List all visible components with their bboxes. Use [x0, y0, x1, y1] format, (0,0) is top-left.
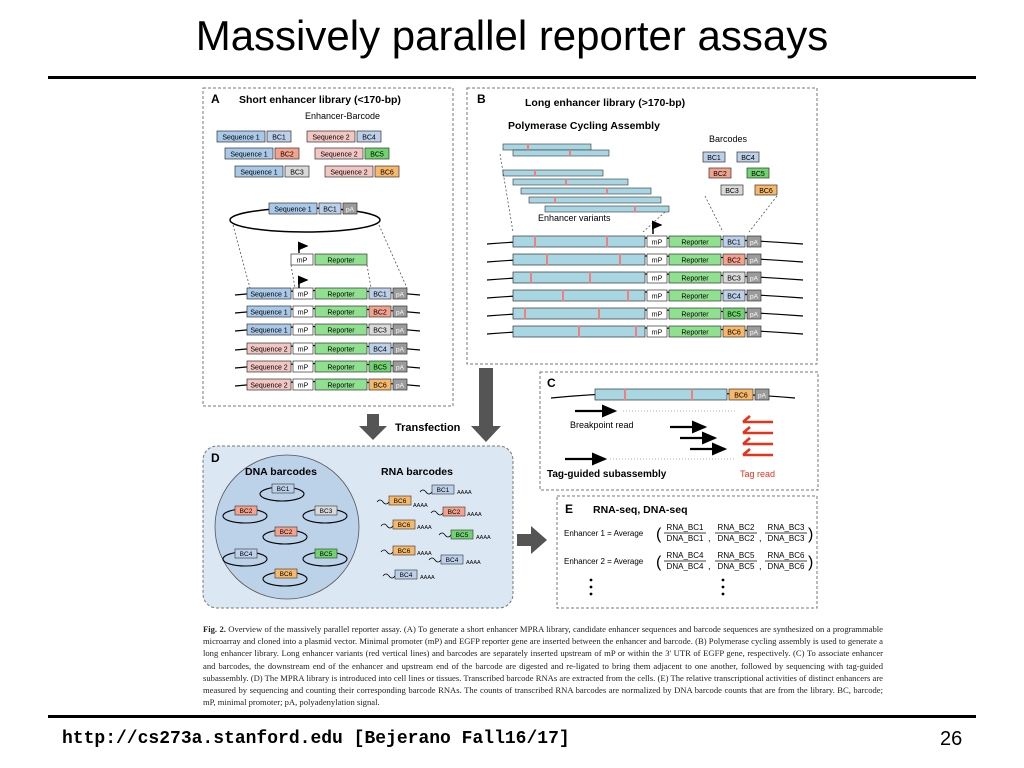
- row-reporter-label: Reporter: [681, 311, 709, 319]
- row-pa-label: pA: [396, 309, 404, 317]
- e2-num: RNA_BC6: [767, 551, 805, 560]
- row-pa-label: pA: [396, 382, 404, 390]
- rna-bc-label: BC4: [445, 557, 459, 564]
- row-reporter-label: Reporter: [681, 293, 709, 301]
- pair-seq-label: Sequence 1: [222, 134, 260, 142]
- pair-bc-label: BC6: [380, 169, 394, 177]
- paren-close: ): [808, 526, 814, 543]
- e1-den: DNA_BC3: [767, 534, 805, 543]
- pair-list: [217, 131, 399, 177]
- variants-label: Enhancer variants: [538, 213, 611, 223]
- row-seq-label: Sequence 1: [250, 309, 288, 317]
- long-construct-row: [487, 308, 803, 319]
- row-pa-label: pA: [750, 311, 758, 319]
- row-mp-label: mP: [297, 309, 309, 317]
- polya-label: AAAA: [417, 551, 432, 557]
- e1-num: RNA_BC2: [717, 523, 755, 532]
- dna-bc-label: BC5: [319, 551, 333, 558]
- arrow-down-icon: [359, 414, 387, 440]
- pair-seq-label: Sequence 1: [240, 169, 278, 177]
- insert-mp-label: mP: [296, 257, 308, 265]
- row-bc-label: BC6: [373, 382, 387, 390]
- rna-bc-label: BC6: [393, 498, 407, 505]
- polya-label: AAAA: [413, 503, 428, 509]
- row-pa-label: pA: [396, 291, 404, 299]
- enhancer1-label: Enhancer 1 = Average: [564, 529, 644, 538]
- row-seq-label: Sequence 2: [250, 346, 288, 354]
- row-mp-label: mP: [651, 311, 663, 319]
- row-seq-label: Sequence 1: [250, 327, 288, 335]
- panel-b: [467, 88, 817, 364]
- panel-a-title: Short enhancer library (<170-bp): [239, 94, 401, 106]
- row-pa-label: pA: [750, 275, 758, 283]
- row-reporter-label: Reporter: [681, 329, 709, 337]
- panel-d: [203, 446, 513, 608]
- barcode-label: BC5: [751, 171, 765, 178]
- ellipsis-dots: [590, 579, 725, 596]
- row-pa-label: pA: [750, 329, 758, 337]
- row-mp-label: mP: [651, 329, 663, 337]
- row-reporter-label: Reporter: [327, 364, 355, 372]
- pair-seq2-bc6: [325, 166, 399, 177]
- c-pa-label: pA: [758, 392, 766, 400]
- construct-row: [235, 288, 420, 299]
- panel-e-letter: E: [565, 502, 574, 516]
- dna-bc-label: BC4: [239, 551, 253, 558]
- tag-guided-label: Tag-guided subassembly: [547, 469, 667, 480]
- panel-b-subtitle: Polymerase Cycling Assembly: [508, 120, 660, 132]
- tag-read-arrows: [743, 416, 773, 455]
- rna-barcodes-label: RNA barcodes: [381, 466, 453, 478]
- long-construct-row: [487, 236, 803, 247]
- mpra-figure: [195, 82, 825, 617]
- pair-seq-label: Sequence 2: [330, 169, 368, 177]
- row-mp-label: mP: [297, 382, 309, 390]
- panel-a: [203, 88, 453, 406]
- dna-bc-label: BC2: [239, 508, 253, 515]
- long-construct-row: [487, 272, 803, 283]
- barcode-label: BC6: [759, 188, 773, 195]
- barcode-label: BC1: [707, 155, 721, 162]
- pair-seq-label: Sequence 2: [320, 151, 358, 159]
- pair-seq1-bc1: [217, 131, 291, 142]
- barcode-label: BC2: [713, 171, 727, 178]
- comma: ,: [708, 561, 711, 571]
- row-mp-label: mP: [297, 327, 309, 335]
- row-bc-label: BC3: [727, 275, 741, 283]
- comma: ,: [708, 533, 711, 543]
- row-reporter-label: Reporter: [681, 239, 709, 247]
- dna-bc-label: BC2: [279, 529, 293, 536]
- panel-a-letter: A: [211, 92, 220, 106]
- transfection-label: Transfection: [395, 422, 461, 434]
- long-construct-row: [487, 290, 803, 301]
- row-pa-label: pA: [396, 364, 404, 372]
- e2-term: [664, 551, 706, 571]
- page-number: 26: [940, 728, 963, 750]
- construct-row: [235, 361, 420, 372]
- comma: ,: [759, 533, 762, 543]
- panel-c-letter: C: [547, 376, 556, 390]
- dna-bc-label: BC3: [319, 508, 333, 515]
- row-bc-label: BC6: [727, 329, 741, 337]
- row-bc-label: BC4: [727, 293, 741, 301]
- dna-barcodes-label: DNA barcodes: [245, 466, 317, 478]
- row-mp-label: mP: [651, 239, 663, 247]
- insert-reporter-label: Reporter: [327, 257, 355, 265]
- e2-den: DNA_BC4: [666, 562, 704, 571]
- panel-b-title: Long enhancer library (>170-bp): [525, 97, 686, 109]
- dna-bc-label: BC1: [276, 486, 290, 493]
- selected-pa-label: pA: [346, 206, 354, 214]
- comma: ,: [759, 561, 762, 571]
- e2-term: [765, 551, 807, 571]
- caption-text: Overview of the massively parallel reporter assay. (A) To generate a short enhancer MPRA library, candidate enhancer sequences and barcode sequences are synthesized on a programmable microarray and cloned into a plasmid vector. Minimal promoter (mP) and EGFP reporter gene are inserted between the enhancer and barcode. (B) Polymerase cycling assembly is used to generate a long enhancer library. Long enhancer variants (red vertical lines) and barcodes are separately inserted upstream of mP or within the 3' UTR of EGFP gene, respectively. (C) To associate enhancer and barcodes, the downstream end of the enhancer and upstream end of the barcode are digested and re-ligated to bring them adjacent to one another, followed by sequencing with tag-guided subassembly. (D) The MPRA library is introduced into cell lines or tissues. Transcribed barcode RNAs are extracted from the cells. (E) The relative transcriptional activities of distinct enhancers are measured by sequencing and counting their corresponding barcode RNAs. The counts of transcribed RNA barcodes are normalized by DNA barcode counts that are from the library. BC, barcode; mP, minimal promoter; pA, polyadenylation signal.: [203, 624, 883, 708]
- e2-den: DNA_BC5: [717, 562, 755, 571]
- row-mp-label: mP: [297, 364, 309, 372]
- row-bc-label: BC5: [727, 311, 741, 319]
- figure-caption: [203, 623, 883, 708]
- pair-seq1-bc2: [225, 148, 299, 159]
- e2-term: [715, 551, 757, 571]
- paren-open: (: [656, 526, 662, 543]
- rna-bc-label: BC6: [397, 522, 411, 529]
- panel-e-title: RNA-seq, DNA-seq: [593, 504, 688, 516]
- row-seq-label: Sequence 2: [250, 364, 288, 372]
- e1-num: RNA_BC1: [666, 523, 704, 532]
- breakpoint-read-label: Breakpoint read: [570, 420, 634, 430]
- arrow-right-icon: [517, 526, 547, 554]
- pca-oligos: [503, 144, 669, 212]
- row-bc-label: BC4: [373, 346, 387, 354]
- construct-row: [235, 306, 420, 317]
- pair-seq-label: Sequence 2: [312, 134, 350, 142]
- polya-label: AAAA: [476, 535, 491, 541]
- polya-label: AAAA: [466, 560, 481, 566]
- enhancer2-label: Enhancer 2 = Average: [564, 557, 644, 566]
- e1-den: DNA_BC1: [666, 534, 704, 543]
- selected-seq-label: Sequence 1: [274, 206, 312, 214]
- paren-open: (: [656, 554, 662, 571]
- e1-num: RNA_BC3: [767, 523, 805, 532]
- dna-bc-label: BC6: [279, 571, 293, 578]
- row-reporter-label: Reporter: [327, 309, 355, 317]
- row-mp-label: mP: [297, 346, 309, 354]
- pair-bc-label: BC4: [362, 134, 376, 142]
- row-bc-label: BC2: [373, 309, 387, 317]
- construct-row: [235, 324, 420, 335]
- footer-rule: [48, 715, 976, 718]
- barcode-grid: [703, 152, 777, 195]
- tag-read-label: Tag read: [740, 469, 776, 479]
- footer-url: http://cs273a.stanford.edu [Bejerano Fall16/17]: [62, 729, 570, 749]
- polya-label: AAAA: [420, 575, 435, 581]
- row-bc-label: BC5: [373, 364, 387, 372]
- slide-title: Massively parallel reporter assays: [195, 12, 829, 59]
- paren-close: ): [808, 554, 814, 571]
- construct-row: [235, 343, 420, 354]
- long-construct-row: [487, 254, 803, 265]
- pair-seq2-bc4: [307, 131, 381, 142]
- construct-row: [235, 379, 420, 390]
- row-reporter-label: Reporter: [327, 291, 355, 299]
- row-reporter-label: Reporter: [327, 327, 355, 335]
- long-construct-row: [487, 326, 803, 337]
- panel-a-subtitle: Enhancer-Barcode: [305, 111, 381, 121]
- e2-num: RNA_BC4: [666, 551, 704, 560]
- barcode-label: BC4: [741, 155, 755, 162]
- pair-seq1-bc3: [235, 166, 309, 177]
- construct-rows-a: [235, 288, 420, 390]
- panel-c: [540, 372, 818, 490]
- construct-rows-b: [487, 236, 803, 337]
- row-mp-label: mP: [651, 293, 663, 301]
- e2-num: RNA_BC5: [717, 551, 755, 560]
- pair-bc-label: BC2: [280, 151, 294, 159]
- panel-e: [557, 496, 817, 608]
- row-reporter-label: Reporter: [327, 382, 355, 390]
- selected-bc-label: BC1: [323, 206, 337, 214]
- row-pa-label: pA: [396, 346, 404, 354]
- row-pa-label: pA: [750, 257, 758, 265]
- rna-bc-label: BC6: [397, 548, 411, 555]
- barcodes-label: Barcodes: [709, 134, 748, 144]
- e1-den: DNA_BC2: [717, 534, 755, 543]
- caption-label: Fig. 2.: [203, 624, 226, 634]
- row-reporter-label: Reporter: [681, 257, 709, 265]
- row-pa-label: pA: [396, 327, 404, 335]
- row-pa-label: pA: [750, 293, 758, 301]
- e2-den: DNA_BC6: [767, 562, 805, 571]
- e1-term: [715, 523, 757, 543]
- row-bc-label: BC1: [727, 239, 741, 247]
- pair-bc-label: BC3: [290, 169, 304, 177]
- rna-bc-label: BC1: [436, 487, 450, 494]
- e1-term: [664, 523, 706, 543]
- pair-bc-label: BC1: [272, 134, 286, 142]
- rna-bc-label: BC4: [399, 572, 413, 579]
- row-pa-label: pA: [750, 239, 758, 247]
- barcode-label: BC3: [725, 188, 739, 195]
- row-seq-label: Sequence 1: [250, 291, 288, 299]
- row-mp-label: mP: [651, 275, 663, 283]
- row-mp-label: mP: [651, 257, 663, 265]
- panel-d-letter: D: [211, 451, 220, 465]
- row-bc-label: BC3: [373, 327, 387, 335]
- polya-label: AAAA: [417, 525, 432, 531]
- title-rule: [48, 76, 976, 79]
- pair-bc-label: BC5: [370, 151, 384, 159]
- row-reporter-label: Reporter: [681, 275, 709, 283]
- e1-term: [765, 523, 807, 543]
- row-bc-label: BC2: [727, 257, 741, 265]
- row-reporter-label: Reporter: [327, 346, 355, 354]
- polya-label: AAAA: [457, 490, 472, 496]
- pair-seq-label: Sequence 1: [230, 151, 268, 159]
- rna-bc-label: BC2: [447, 509, 461, 516]
- rna-bc-label: BC5: [455, 532, 469, 539]
- pair-seq2-bc5: [315, 148, 389, 159]
- c-bc-label: BC6: [734, 392, 748, 400]
- arrow-down-icon: [471, 368, 501, 442]
- row-bc-label: BC1: [373, 291, 387, 299]
- row-mp-label: mP: [297, 291, 309, 299]
- polya-label: AAAA: [467, 512, 482, 518]
- row-seq-label: Sequence 2: [250, 382, 288, 390]
- panel-b-letter: B: [477, 92, 486, 106]
